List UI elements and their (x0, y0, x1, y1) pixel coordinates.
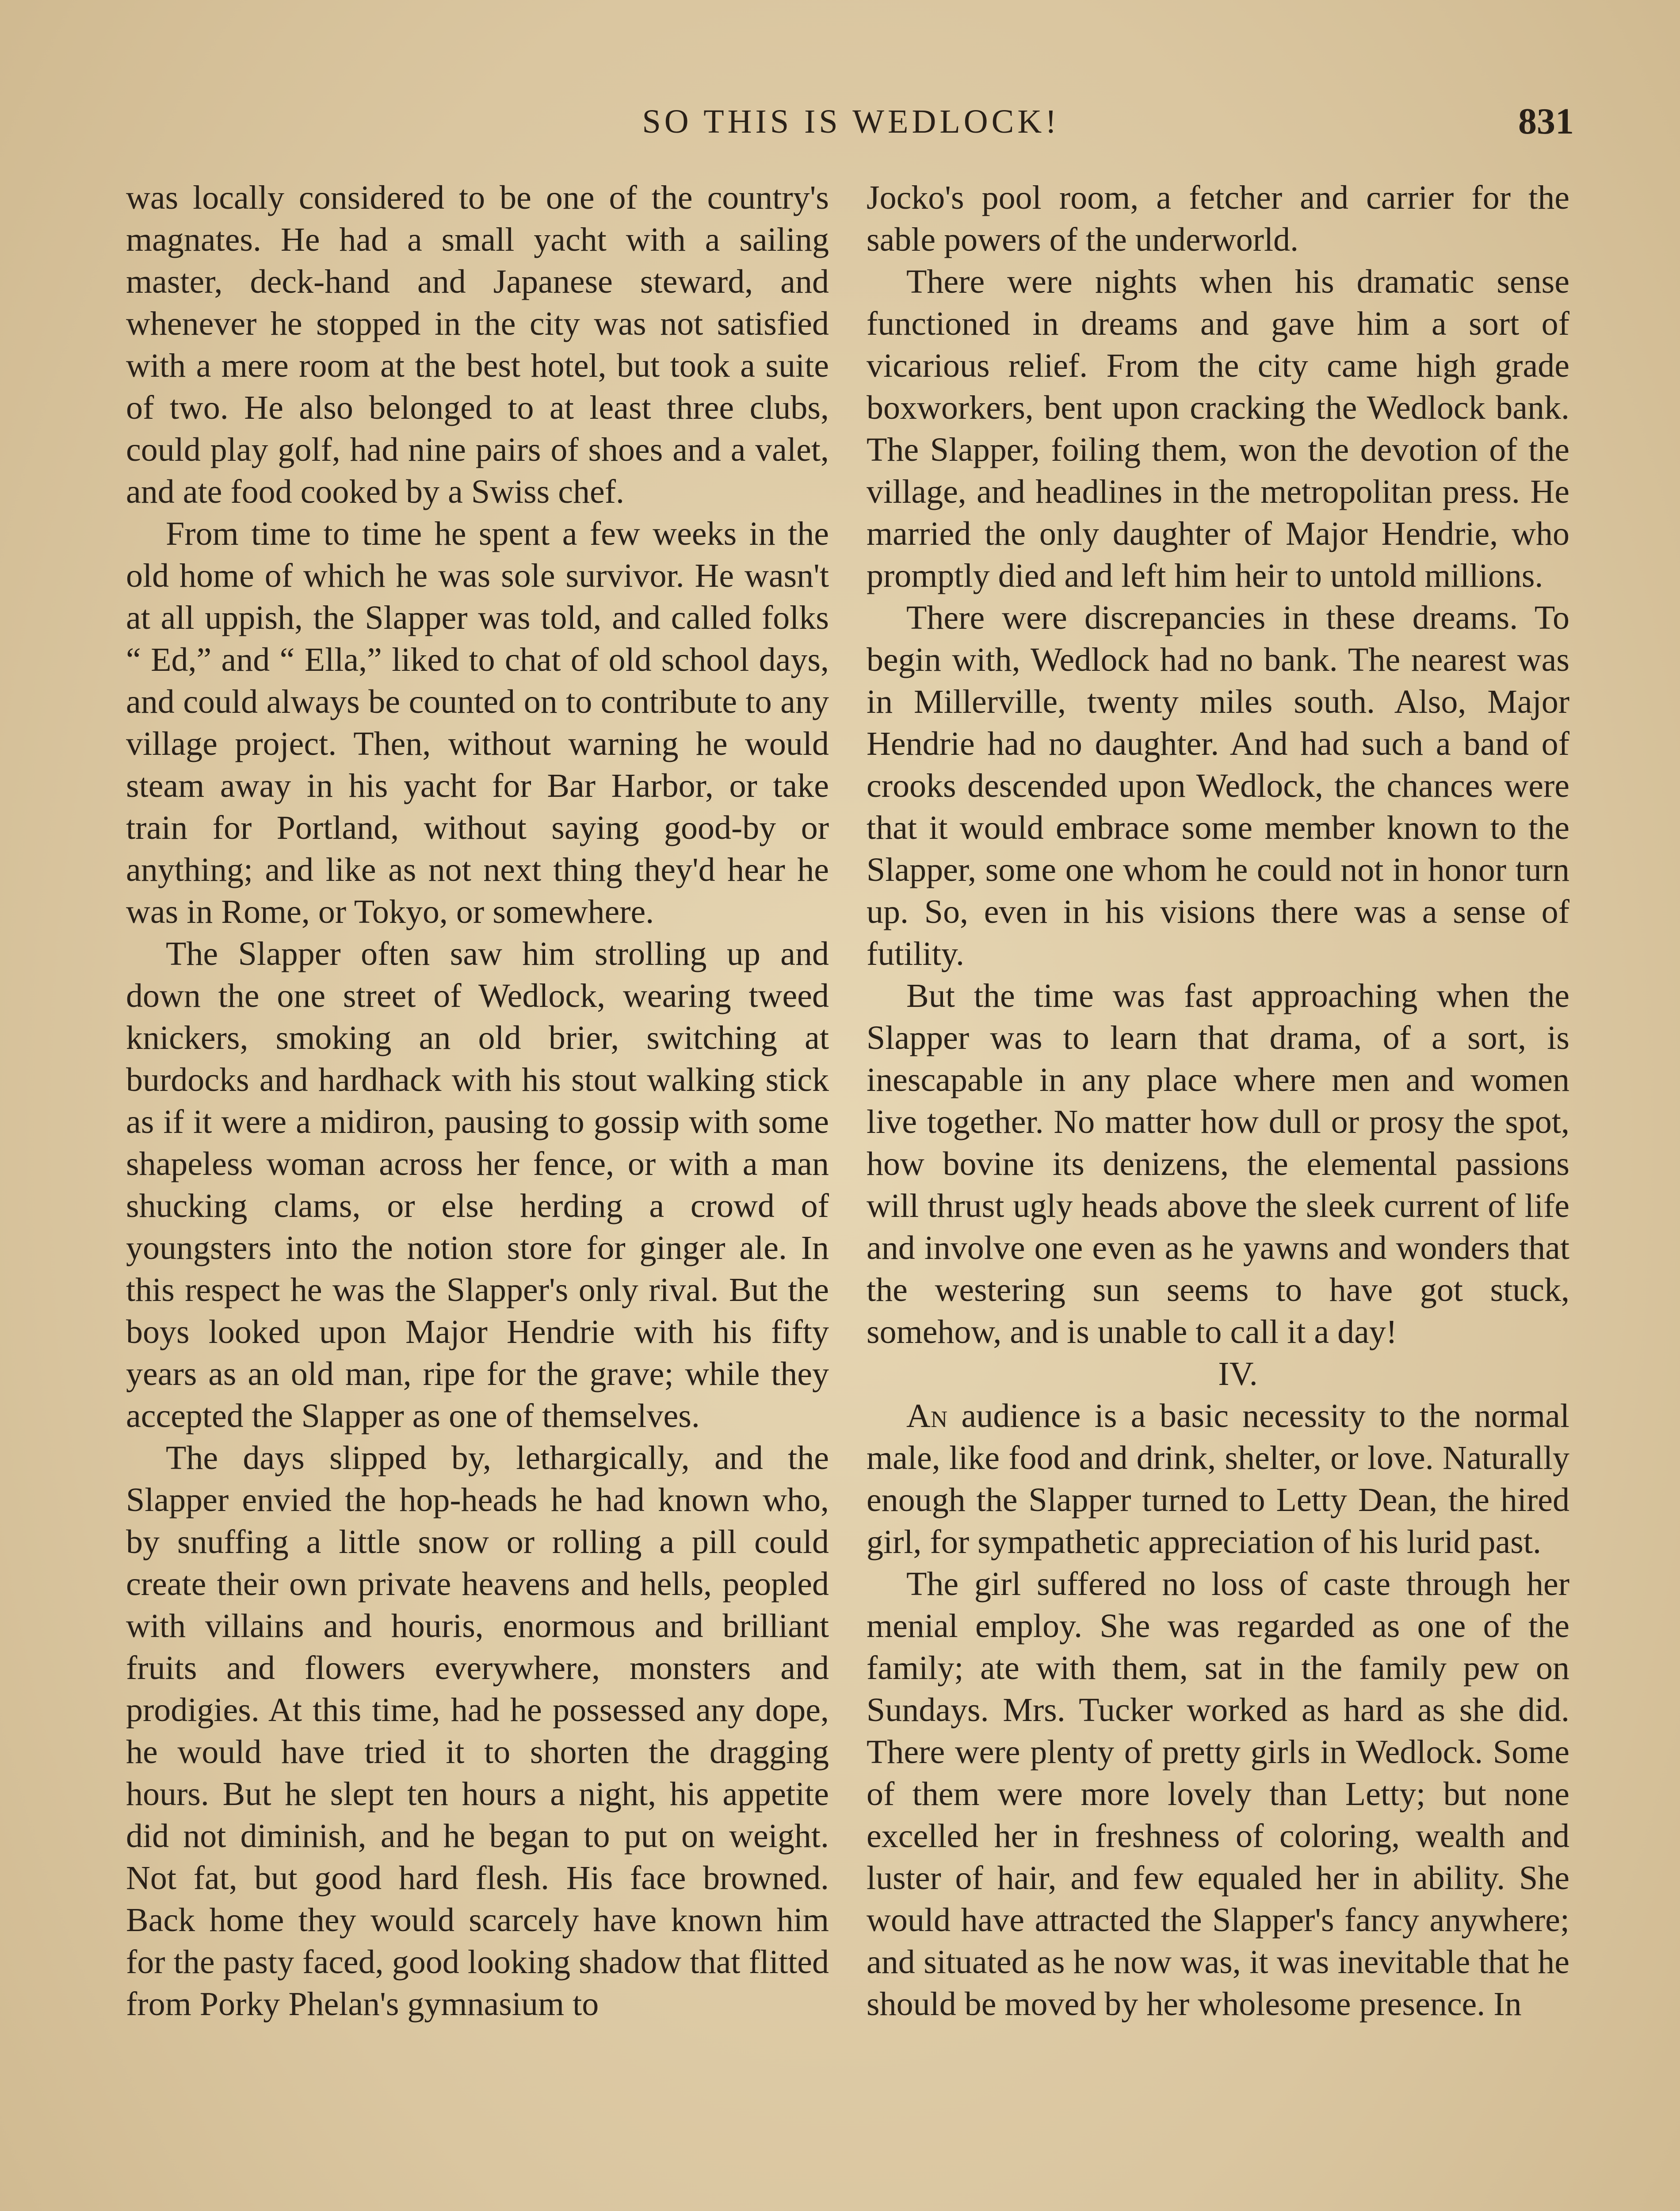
left-column (126, 177, 829, 2025)
right-column (867, 177, 1569, 2025)
paragraph: Jocko's pool room, a fetcher and carrier for the sable powers of the underworld. (867, 179, 1569, 258)
paragraph: The days slipped by, lethargically, and the Slapper envied the hop-heads he had known who, by snuffing a little snow or rolling a pill could create their own private heavens and hells, peopled with villains and houris, enormous and brilliant fruits and flowers everywhere, monsters and prodigies. At this time, had he possessed any dope, he would have tried it to shorten the dragging hours. But he slept ten hours a night, his appetite did not diminish, and he began to put on weight. Not fat, but good hard flesh. His face browned. Back home they would scarcely have known him for the pasty faced, good looking shadow that flitted from Porky Phelan's gymnasium to (126, 1439, 829, 2023)
page-number: 831 (1518, 101, 1574, 142)
paragraph: There were discrepancies in these dreams. To begin with, Wedlock had no bank. The nearest was in Millerville, twenty miles south. Also, Major Hendrie had no daughter. And had such a band of crooks descended upon Wedlock, the chances were that it would embrace some member known to the Slapper, some one whom he could not in honor turn up. So, even in his visions there was a sense of futility. (867, 599, 1569, 972)
paragraph: But the time was fast approaching when the Slapper was to learn that drama, of a sort, is inescapable in any place where men and women live together. No matter how dull or prosy the spot, how bovine its denizens, the elemental passions will thrust ugly heads above the sleek current of life and involve one even as he yawns and wonders that the westering sun seems to have got stuck, somehow, and is unable to call it a day! (867, 977, 1569, 1350)
drop-word: An (906, 1397, 948, 1434)
paragraph-text: audience is a basic necessity to the normal male, like food and drink, shelter, or love. Naturally enough the Slapper turned to Letty Dean, the hired girl, for sympathetic appreciation of his lurid past. (867, 1397, 1569, 1561)
paragraph: The Slapper often saw him strolling up and down the one street of Wedlock, wearing tweed knickers, smoking an old brier, switching at burdocks and hardhack with his stout walking stick as if it were a midiron, pausing to gossip with some shapeless woman across her fence, or with a man shucking clams, or else herding a crowd of youngsters into the notion store for ginger ale. In this respect he was the Slapper's only rival. But the boys looked upon Major Hendrie with his fifty years as an old man, ripe for the grave; while they accepted the Slapper as one of themselves. (126, 935, 829, 1434)
paragraph: From time to time he spent a few weeks in the old home of which he was sole survivor. He wasn't at all uppish, the Slapper was told, and called folks “ Ed,” and “ Ella,” liked to chat of old school days, and could always be counted on to contribute to any village project. Then, without warning he would steam away in his yacht for Bar Harbor, or take train for Portland, without saying good-by or anything; and like as not next thing they'd hear he was in Rome, or Tokyo, or somewhere. (126, 515, 829, 930)
paragraph: The girl suffered no loss of caste through her menial employ. She was regarded as one of the family; ate with them, sat in the family pew on Sundays. Mrs. Tucker worked as hard as she did. There were plenty of pretty girls in Wedlock. Some of them were more lovely than Letty; but none excelled her in freshness of coloring, wealth and luster of hair, and few equaled her in ability. She would have attracted the Slapper's fancy anywhere; and situated as he now was, it was inevitable that he should be moved by her wholesome presence. In (867, 1565, 1569, 2023)
paragraph (867, 1395, 1569, 1563)
section-heading: IV. (1218, 1355, 1258, 1392)
page-header (128, 95, 1574, 148)
paragraph: There were nights when his dramatic sense functioned in dreams and gave him a sort of vicarious relief. From the city came high grade boxworkers, bent upon cracking the Wedlock bank. The Slapper, foiling them, won the devotion of the village, and headlines in the metropolitan press. He married the only daughter of Major Hendrie, who promptly died and left him heir to untold millions. (867, 263, 1569, 594)
running-title: SO THIS IS WEDLOCK! (642, 103, 1060, 140)
paragraph: was locally considered to be one of the country's magnates. He had a small yacht with a sailing master, deck-hand and Japanese steward, and whenever he stopped in the city was not satisfied with a mere room at the best hotel, but took a suite of two. He also belonged to at least three clubs, could play golf, had nine pairs of shoes and a valet, and ate food cooked by a Swiss chef. (126, 179, 829, 510)
